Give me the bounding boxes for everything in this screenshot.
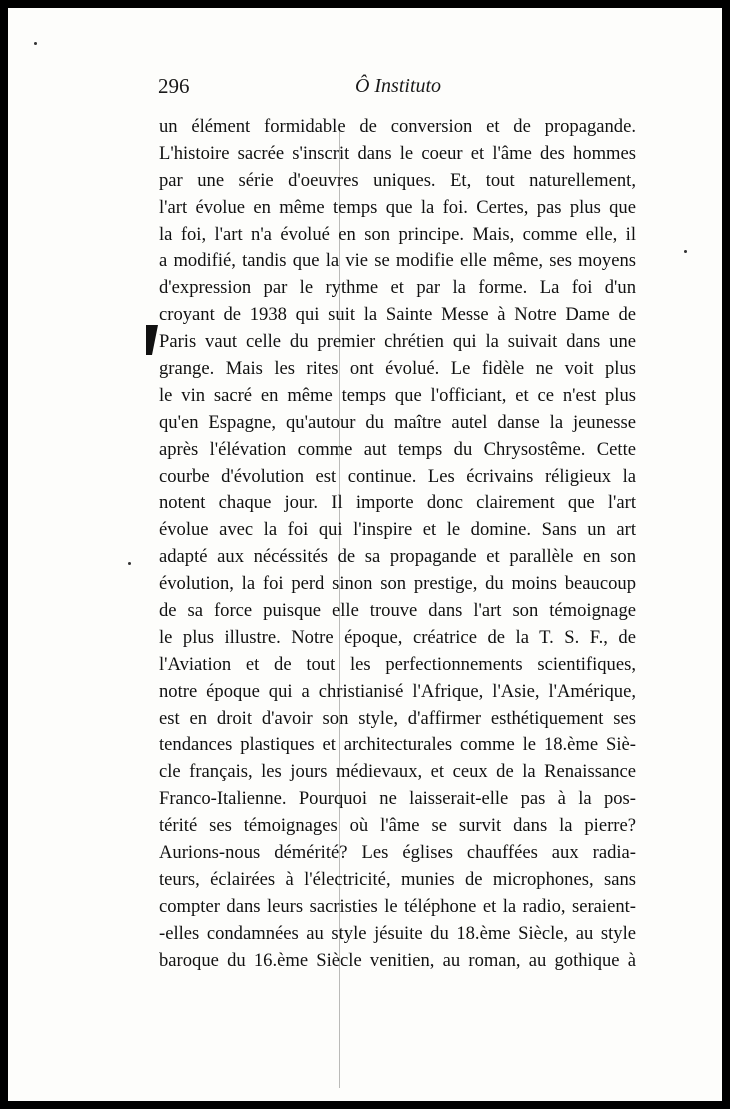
text-line: adapté aux nécéssités de sa propagande et parallèle en son [159, 546, 636, 568]
text-line: le vin sacré en même temps que l'officiant, et ce n'est plus [159, 384, 636, 406]
margin-mark [146, 325, 158, 355]
text-line: l'Aviation et de tout les perfectionnements scientifiques, [159, 653, 636, 675]
text-line: la foi, l'art n'a évolué en son principe. Mais, comme elle, il [159, 223, 636, 245]
text-line: Franco-Italienne. Pourquoi ne laisserait-elle pas à la pos- [159, 788, 636, 810]
text-line: le plus illustre. Notre époque, créatrice de la T. S. F., de [159, 626, 636, 648]
text-line: compter dans leurs sacristies le téléphone et la radio, seraient- [159, 895, 636, 917]
page-header [158, 74, 638, 104]
text-line: courbe d'évolution est continue. Les écrivains réligieux la [159, 465, 636, 487]
text-line: qu'en Espagne, qu'autour du maître autel danse la jeunesse [159, 411, 636, 433]
text-line: d'expression par le rythme et par la forme. La foi d'un [159, 277, 636, 299]
text-line: tendances plastiques et architecturales comme le 18.ème Siè- [159, 734, 636, 756]
text-line: a modifié, tandis que la vie se modifie elle même, ses moyens [159, 250, 636, 272]
text-line: -elles condamnées au style jésuite du 18.ème Siècle, au style [159, 922, 636, 944]
text-line: teurs, éclairées à l'électricité, munies de microphones, sans [159, 868, 636, 890]
text-line: notre époque qui a christianisé l'Afrique, l'Asie, l'Amérique, [159, 680, 636, 702]
book-page [8, 8, 722, 1101]
text-line: par une série d'oeuvres uniques. Et, tout naturellement, [159, 169, 636, 191]
running-title: Ô Instituto [354, 75, 442, 97]
text-line: térité ses témoignages où l'âme se survit dans la pierre? [159, 815, 636, 837]
text-line: croyant de 1938 qui suit la Sainte Messe à Notre Dame de [159, 304, 636, 326]
text-line: de sa force puisque elle trouve dans l'art son témoignage [159, 600, 636, 622]
text-line: après l'élévation comme aut temps du Chrysostême. Cette [159, 438, 636, 460]
speck [684, 250, 687, 253]
speck [128, 562, 131, 565]
page-number: 296 [158, 74, 190, 98]
speck [34, 42, 37, 45]
text-line: notent chaque jour. Il importe donc clairement que l'art [159, 492, 636, 514]
text-line: baroque du 16.ème Siècle venitien, au roman, au gothique à [159, 949, 636, 971]
text-line: grange. Mais les rites ont évolué. Le fidèle ne voit plus [159, 358, 636, 380]
text-line: cle français, les jours médievaux, et ceux de la Renaissance [159, 761, 636, 783]
body-text [159, 114, 636, 975]
text-line: Aurions-nous démérité? Les églises chauffées aux radia- [159, 842, 636, 864]
text-line: évolution, la foi perd sinon son prestige, du moins beaucoup [159, 573, 636, 595]
text-line: l'art évolue en même temps que la foi. Certes, pas plus que [159, 196, 636, 218]
text-line: Paris vaut celle du premier chrétien qui la suivait dans une [159, 331, 636, 353]
text-line: un élément formidable de conversion et de propagande. [159, 116, 636, 137]
text-line: L'histoire sacrée s'inscrit dans le coeur et l'âme des hommes [159, 142, 636, 164]
text-line: évolue avec la foi qui l'inspire et le domine. Sans un art [159, 519, 636, 541]
text-line: est en droit d'avoir son style, d'affirmer esthétiquement ses [159, 707, 636, 729]
